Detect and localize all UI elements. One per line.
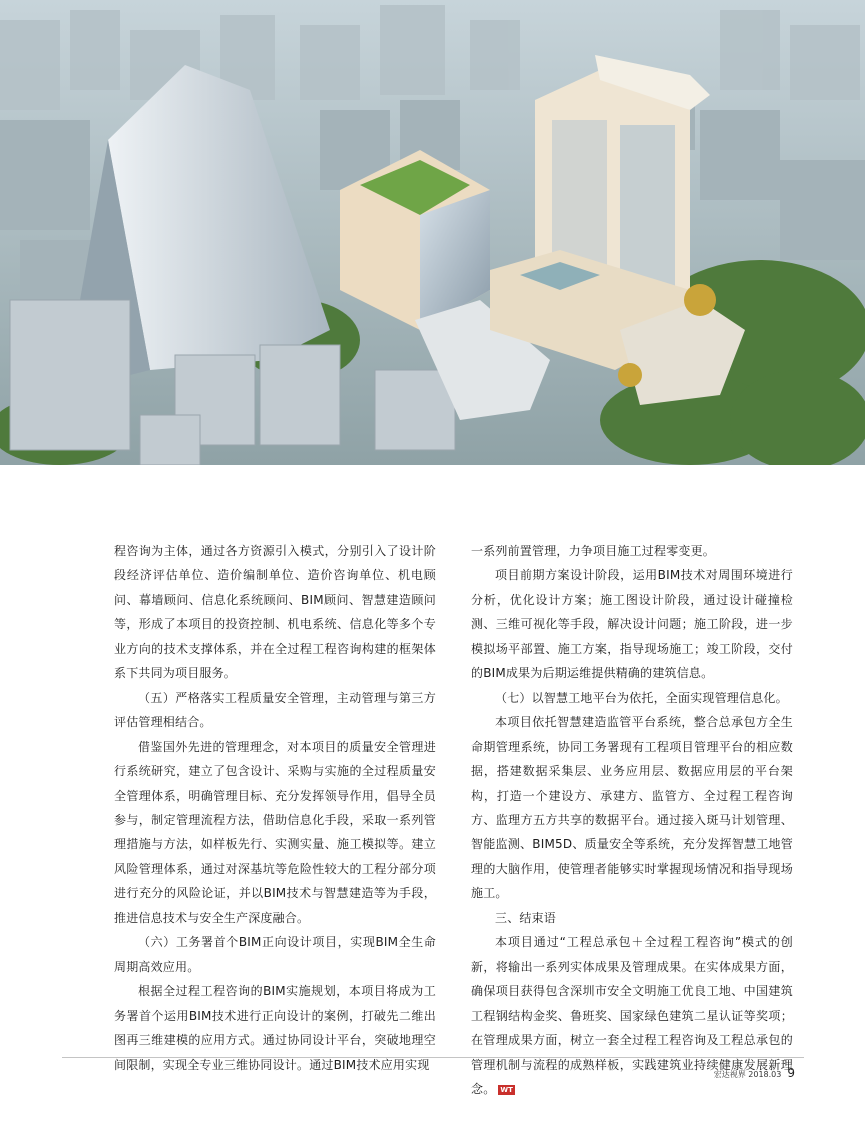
section-heading: （七）以智慧工地平台为依托，全面实现管理信息化。 — [495, 690, 788, 705]
hero-image — [0, 0, 865, 465]
paragraph: 借鉴国外先进的管理理念，对本项目的质量安全管理进行系统研究，建立了包含设计、采购与实施的全过程质量安全管理体系，明确管理目标、充分发挥领导作用，倡导全员参与，制定管理流程方法，借助信息化手段，采取一系列管理措施与方法，如样板先行、实测实量、施工模拟等。建立风险管理体系，通过对深基坑等危险性较大的工程分部分项进行充分的风险论证，并以BIM技术与智慧建造等为手段，推进信息技术与安全生产深度融合。 — [114, 739, 436, 925]
article-column-left — [114, 539, 436, 1077]
paragraph: 本项目依托智慧建造监管平台系统，整合总承包方全生命期管理系统，协同工务署现有工程项目管理平台的相应数据，搭建数据采集层、业务应用层、数据应用层的平台架构，打造一个建设方、承建方、监管方、全过程工程咨询方、监理方五方共享的数据平台。通过接入斑马计划管理、智能监测、BIM5D、质量安全等系统，充分发挥智慧工地管理的大脑作用，使管理者能够实时掌握现场情况和指导现场施工。 — [471, 715, 793, 901]
section-heading: （五）严格落实工程质量安全管理，主动管理与第三方评估管理相结合。 — [114, 690, 436, 730]
journal-name: 宏达视界 2018.03 — [713, 1070, 782, 1079]
end-mark-icon: WT — [500, 1085, 513, 1094]
page-number: 9 — [787, 1066, 795, 1080]
paragraph: 程咨询为主体，通过各方资源引入模式，分别引入了设计阶段经济评估单位、造价编制单位、造价咨询单位、机电顾问、幕墙顾问、信息化系统顾问、BIM顾问、智慧建造顾问等，形成了本项目的投资控制、机电系统、信息化等多个专业方向的技术支撑体系，并在全过程工程咨询构建的框架体系下共同为项目服务。 — [114, 544, 436, 681]
section-heading: 三、结束语 — [495, 910, 557, 925]
paragraph: 一系列前置管理，力争项目施工过程零变更。 — [471, 544, 716, 558]
paragraph: 项目前期方案设计阶段，运用BIM技术对周围环境进行分析，优化设计方案；施工图设计阶段，通过设计碰撞检测、三维可视化等手段，解决设计问题；施工阶段，进一步模拟场平部置、施工方案，指导现场施工；竣工阶段，交付的BIM成果为后期运维提供精确的建筑信息。 — [471, 568, 793, 681]
section-heading: （六）工务署首个BIM正向设计项目，实现BIM全生命周期高效应用。 — [114, 935, 436, 974]
paragraph-text: 本项目通过“工程总承包＋全过程工程咨询”模式的创新，将输出一系列实体成果及管理成果。在实体成果方面，确保项目获得包含深圳市安全文明施工优良工地、中国建筑工程钢结构金奖、鲁班奖、国家绿色建筑二星认证等奖项；在管理成果方面，树立一套全过程工程咨询及工程总承包的管理机制与流程的成熟样板，实践建筑业持续健康发展新理念。 — [471, 935, 793, 1096]
article-column-right — [471, 539, 793, 1101]
page-footer — [714, 1066, 795, 1080]
aerial-building-rendering-icon — [0, 0, 865, 465]
paragraph: 根据全过程工程咨询的BIM实施规划，本项目将成为工务署首个运用BIM技术进行正向设计的案例，打破先二维出图再三维建模的应用方式。通过协同设计平台，突破地理空间限制，实现全专业三维协同设计。通过BIM技术应用实现 — [114, 984, 436, 1072]
footer-divider — [62, 1057, 804, 1058]
